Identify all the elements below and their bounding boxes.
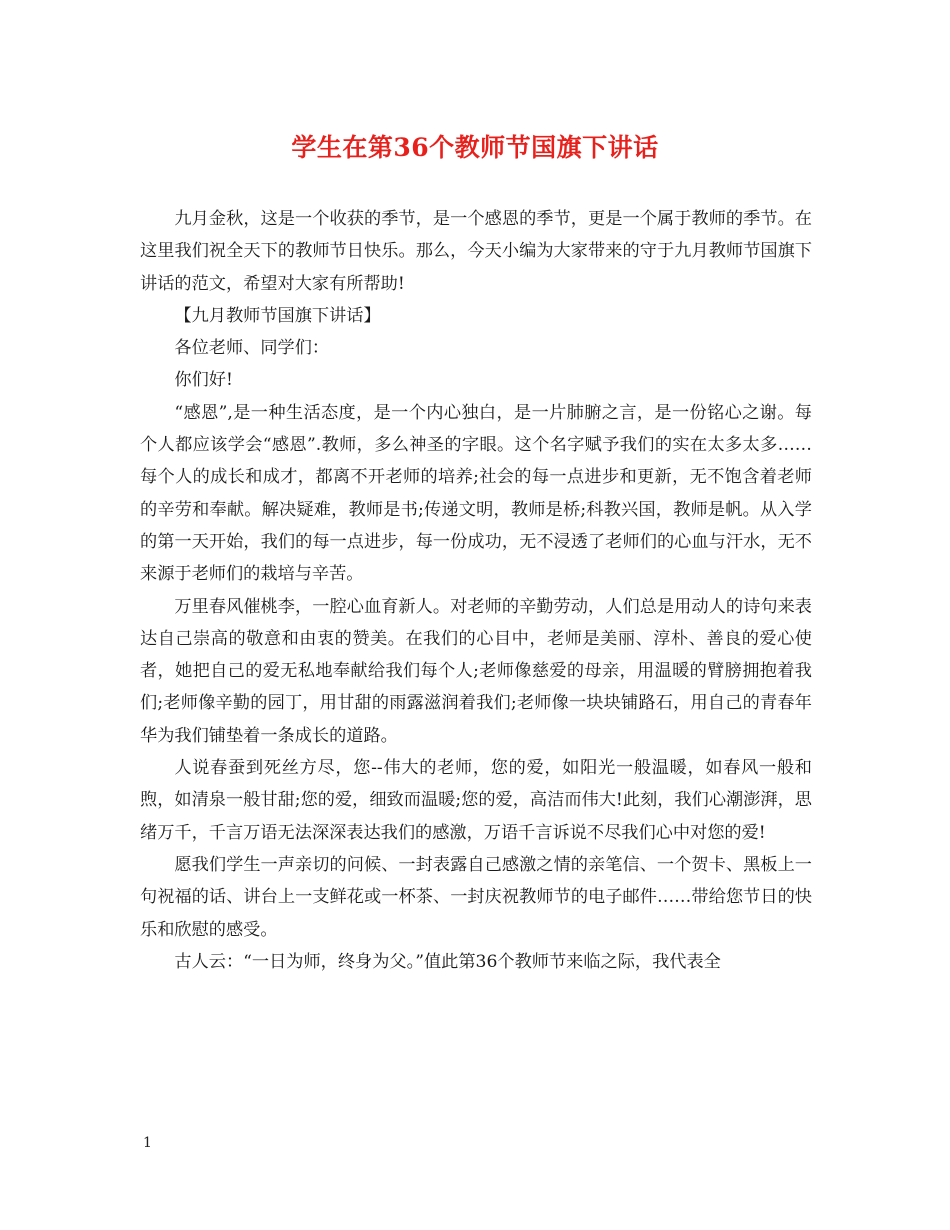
- paragraph-intro: 九月金秋，这是一个收获的季节，是一个感恩的季节，更是一个属于教师的季节。在这里我们祝全天下的教师节日快乐。那么，今天小编为大家带来的守于九月教师节国旗下讲话的范文，希望对大家有所帮助!: [140, 209, 812, 294]
- paragraph-gratitude: “感恩”,是一种生活态度，是一个内心独白，是一片肺腑之言，是一份铭心之谢。每个人都应该学会“感恩”.教师，多么神圣的字眼。这个名字赋予我们的实在太多太多……每个人的成长和成才，都离不开老师的培养;社会的每一点进步和更新，无不饱含着老师的辛劳和奉献。解决疑难，教师是书;传递文明，教师是桥;科教兴国，教师是帆。从入学的第一天开始，我们的每一点进步，每一份成功，无不浸透了老师们的心血与汗水，无不来源于老师们的栽培与辛苦。: [140, 402, 812, 585]
- paragraph-greeting: 你们好!: [174, 370, 233, 391]
- paragraph-praise: 万里春风催桃李，一腔心血育新人。对老师的辛勤劳动，人们总是用动人的诗句来表达自己崇高的敬意和由衷的赞美。在我们的心目中，老师是美丽、淳朴、善良的爱心使者，她把自己的爱无私地奉献给我们每个人;老师像慈爱的母亲，用温暖的臂膀拥抱着我们;老师像辛勤的园丁，用甘甜的雨露滋润着我们;老师像一块块铺路石，用自己的青春年华为我们铺垫着一条成长的道路。: [140, 596, 812, 746]
- document-body: [140, 203, 812, 978]
- paragraph-heading: 【九月教师节国旗下讲话】: [174, 305, 381, 326]
- paragraph-wishes: 愿我们学生一声亲切的问候、一封表露自己感激之情的亲笔信、一个贺卡、黑板上一句祝福的话、讲台上一支鲜花或一杯茶、一封庆祝教师节的电子邮件……带给您节日的快乐和欣慰的感受。: [140, 854, 812, 940]
- page-number: 1: [143, 1135, 152, 1151]
- document-title: 学生在第36个教师节国旗下讲话: [291, 133, 659, 162]
- paragraph-closing: 古人云：“一日为师，终身为父。”值此第36个教师节来临之际，我代表全: [174, 951, 721, 972]
- paragraph-salutation: 各位老师、同学们：: [174, 338, 330, 359]
- paragraph-love: 人说春蚕到死丝方尽，您--伟大的老师，您的爱，如阳光一般温暖，如春风一般和煦，如清泉一般甘甜;您的爱，细致而温暖;您的爱，高洁而伟大!此刻，我们心潮澎湃，思绪万千，千言万语无法深深表达我们的感激，万语千言诉说不尽我们心中对您的爱!: [140, 758, 812, 843]
